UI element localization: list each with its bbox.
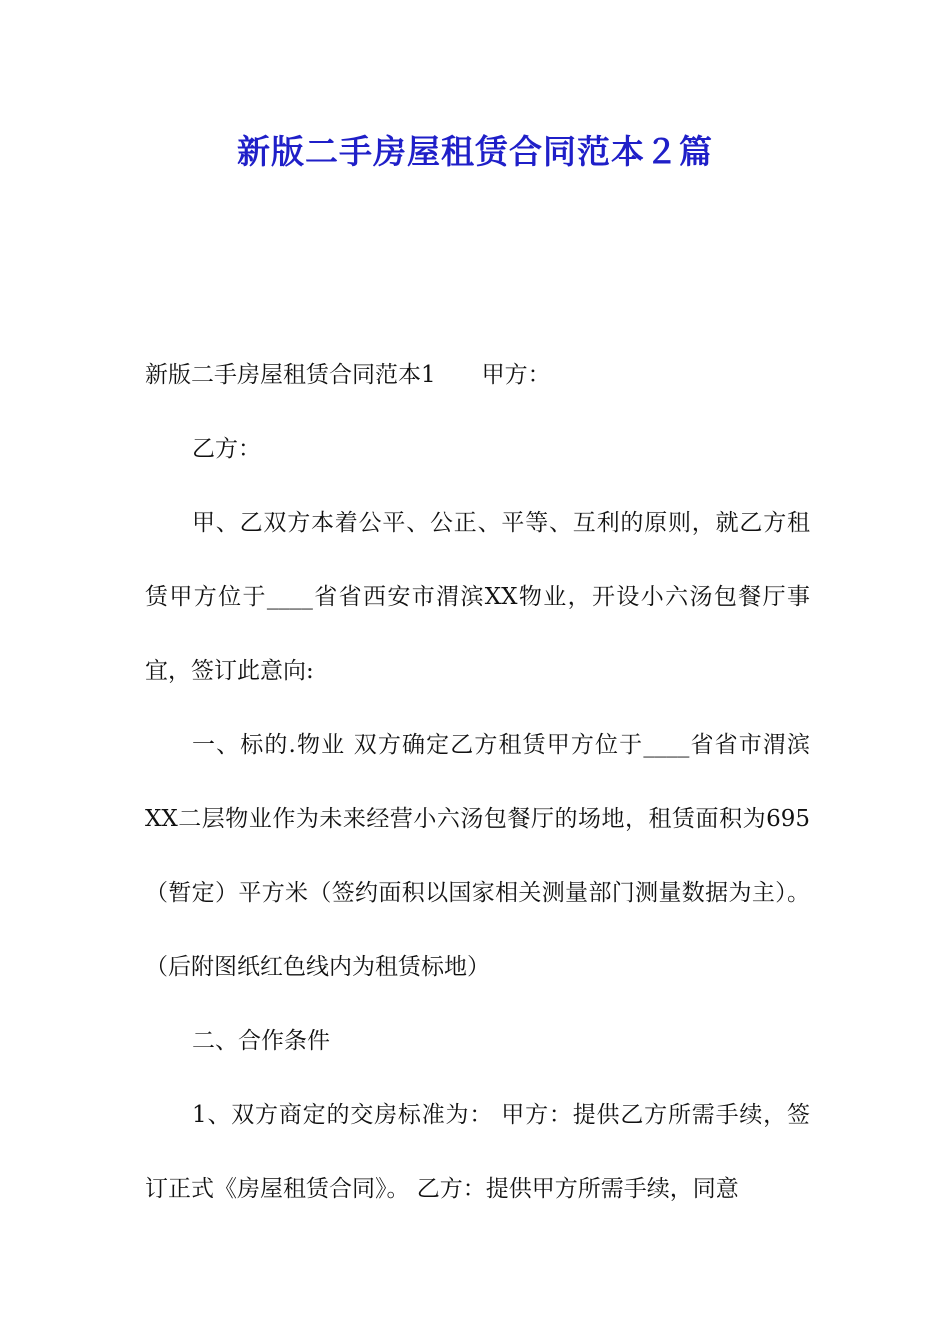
- paragraph-section-2-item-1: 1、双方商定的交房标准为： 甲方：提供乙方所需手续，签订正式《房屋租赁合同》。 乙方：提供甲方所需手续，同意: [145, 1102, 810, 1202]
- paragraph-heading-1: 新版二手房屋租赁合同范本1 甲方：: [145, 362, 551, 388]
- paragraph-section-1: 一、标的.物业 双方确定乙方租赁甲方位于____省省市渭滨XX二层物业作为未来经营小六汤包餐厅的场地，租赁面积为695（暂定）平方米（签约面积以国家相关测量部门测量数据为主）。（后附图纸红色线内为租赁标地）: [145, 732, 810, 980]
- paragraph-section-2-heading: 二、合作条件: [192, 1028, 330, 1054]
- document-title: 新版二手房屋租赁合同范本２篇: [237, 132, 713, 171]
- document-body: [145, 338, 810, 1226]
- paragraph-intro: 甲、乙双方本着公平、公正、平等、互利的原则，就乙方租赁甲方位于____省省西安市渭滨XX物业，开设小六汤包餐厅事宜，签订此意向:: [145, 510, 810, 684]
- paragraph-party-b: 乙方：: [192, 436, 261, 462]
